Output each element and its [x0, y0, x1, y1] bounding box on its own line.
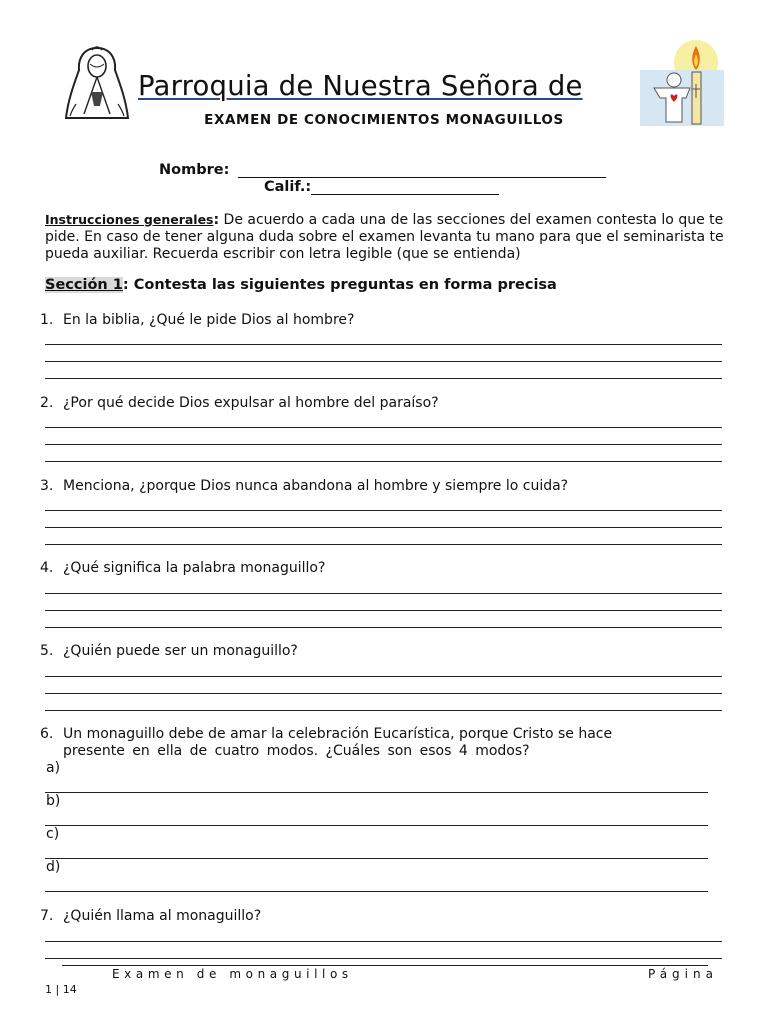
exam-subtitle: EXAMEN DE CONOCIMIENTOS MONAGUILLOS	[204, 112, 564, 128]
question-6	[40, 726, 730, 760]
footer-title: Examen de monaguillos	[112, 967, 353, 981]
name-blank[interactable]	[238, 161, 606, 178]
question-5	[40, 643, 298, 659]
instructions	[45, 211, 725, 263]
question-text: ¿Quién llama al monaguillo?	[63, 908, 262, 924]
answer-line[interactable]	[45, 858, 708, 859]
section-1-label: Sección 1	[45, 277, 123, 293]
question-7	[40, 908, 261, 924]
answer-line[interactable]	[45, 792, 708, 793]
question-text: ¿Qué significa la palabra monaguillo?	[63, 560, 326, 576]
answer-line[interactable]	[45, 510, 722, 511]
answer-line[interactable]	[45, 344, 722, 345]
answer-line[interactable]	[45, 444, 722, 445]
answer-line[interactable]	[45, 378, 722, 379]
option-b-label: b)	[46, 793, 61, 809]
answer-line[interactable]	[45, 941, 722, 942]
page-number: 1 | 14	[45, 983, 77, 996]
question-text-line-2: presente en ella de cuatro modos. ¿Cuáles son esos 4 modos?	[63, 743, 530, 759]
question-text-line-1: Un monaguillo debe de amar la celebración Eucarística, porque Cristo se hace	[63, 726, 613, 742]
question-number: 3.	[40, 478, 54, 494]
footer-divider	[62, 965, 708, 966]
answer-line[interactable]	[45, 676, 722, 677]
answer-line[interactable]	[45, 544, 722, 545]
section-1-heading	[45, 277, 557, 293]
question-1	[40, 312, 354, 328]
question-number: 7.	[40, 908, 54, 924]
name-label: Nombre:	[159, 162, 230, 178]
question-text: ¿Por qué decide Dios expulsar al hombre del paraíso?	[63, 395, 439, 411]
question-number: 4.	[40, 560, 54, 576]
question-text: Menciona, ¿porque Dios nunca abandona al hombre y siempre lo cuida?	[63, 478, 569, 494]
answer-line[interactable]	[45, 693, 722, 694]
answer-line[interactable]	[45, 461, 722, 462]
answer-line[interactable]	[45, 710, 722, 711]
question-text: En la biblia, ¿Qué le pide Dios al hombre?	[63, 312, 355, 328]
instructions-colon: :	[213, 212, 220, 228]
footer-page-label: Página	[648, 967, 718, 981]
question-2	[40, 395, 439, 411]
answer-line[interactable]	[45, 891, 708, 892]
answer-line[interactable]	[45, 610, 722, 611]
section-1-colon: :	[122, 277, 129, 293]
grade-row	[264, 178, 499, 195]
grade-blank[interactable]	[311, 178, 499, 195]
virgin-mary-logo-icon	[62, 44, 132, 122]
instructions-label: Instrucciones generales	[45, 212, 214, 227]
answer-line[interactable]	[45, 361, 722, 362]
answer-line[interactable]	[45, 958, 722, 959]
answer-line[interactable]	[45, 527, 722, 528]
page-title: Parroquia de Nuestra Señora de	[138, 70, 583, 102]
question-number: 6.	[40, 726, 54, 742]
option-c-label: c)	[46, 826, 60, 842]
section-1-text: Contesta las siguientes preguntas en forma precisa	[128, 277, 557, 293]
question-number: 1.	[40, 312, 54, 328]
grade-label: Calif.:	[264, 179, 312, 195]
question-4	[40, 560, 325, 576]
question-text: ¿Quién puede ser un monaguillo?	[63, 643, 298, 659]
answer-line[interactable]	[45, 825, 708, 826]
answer-line[interactable]	[45, 627, 722, 628]
answer-line[interactable]	[45, 593, 722, 594]
name-row	[159, 161, 606, 178]
question-number: 5.	[40, 643, 54, 659]
option-d-label: d)	[46, 859, 61, 875]
question-3	[40, 478, 568, 494]
question-number: 2.	[40, 395, 54, 411]
answer-line[interactable]	[45, 427, 722, 428]
option-a-label: a)	[46, 760, 61, 776]
instructions-text: De acuerdo a cada una de las secciones del examen contesta lo que te pide. En caso de tener alguna duda sobre el examen levanta tu mano para que el seminarista te pueda auxiliar. Recuerda escribir con letra legible (que se entienda)	[45, 212, 724, 262]
